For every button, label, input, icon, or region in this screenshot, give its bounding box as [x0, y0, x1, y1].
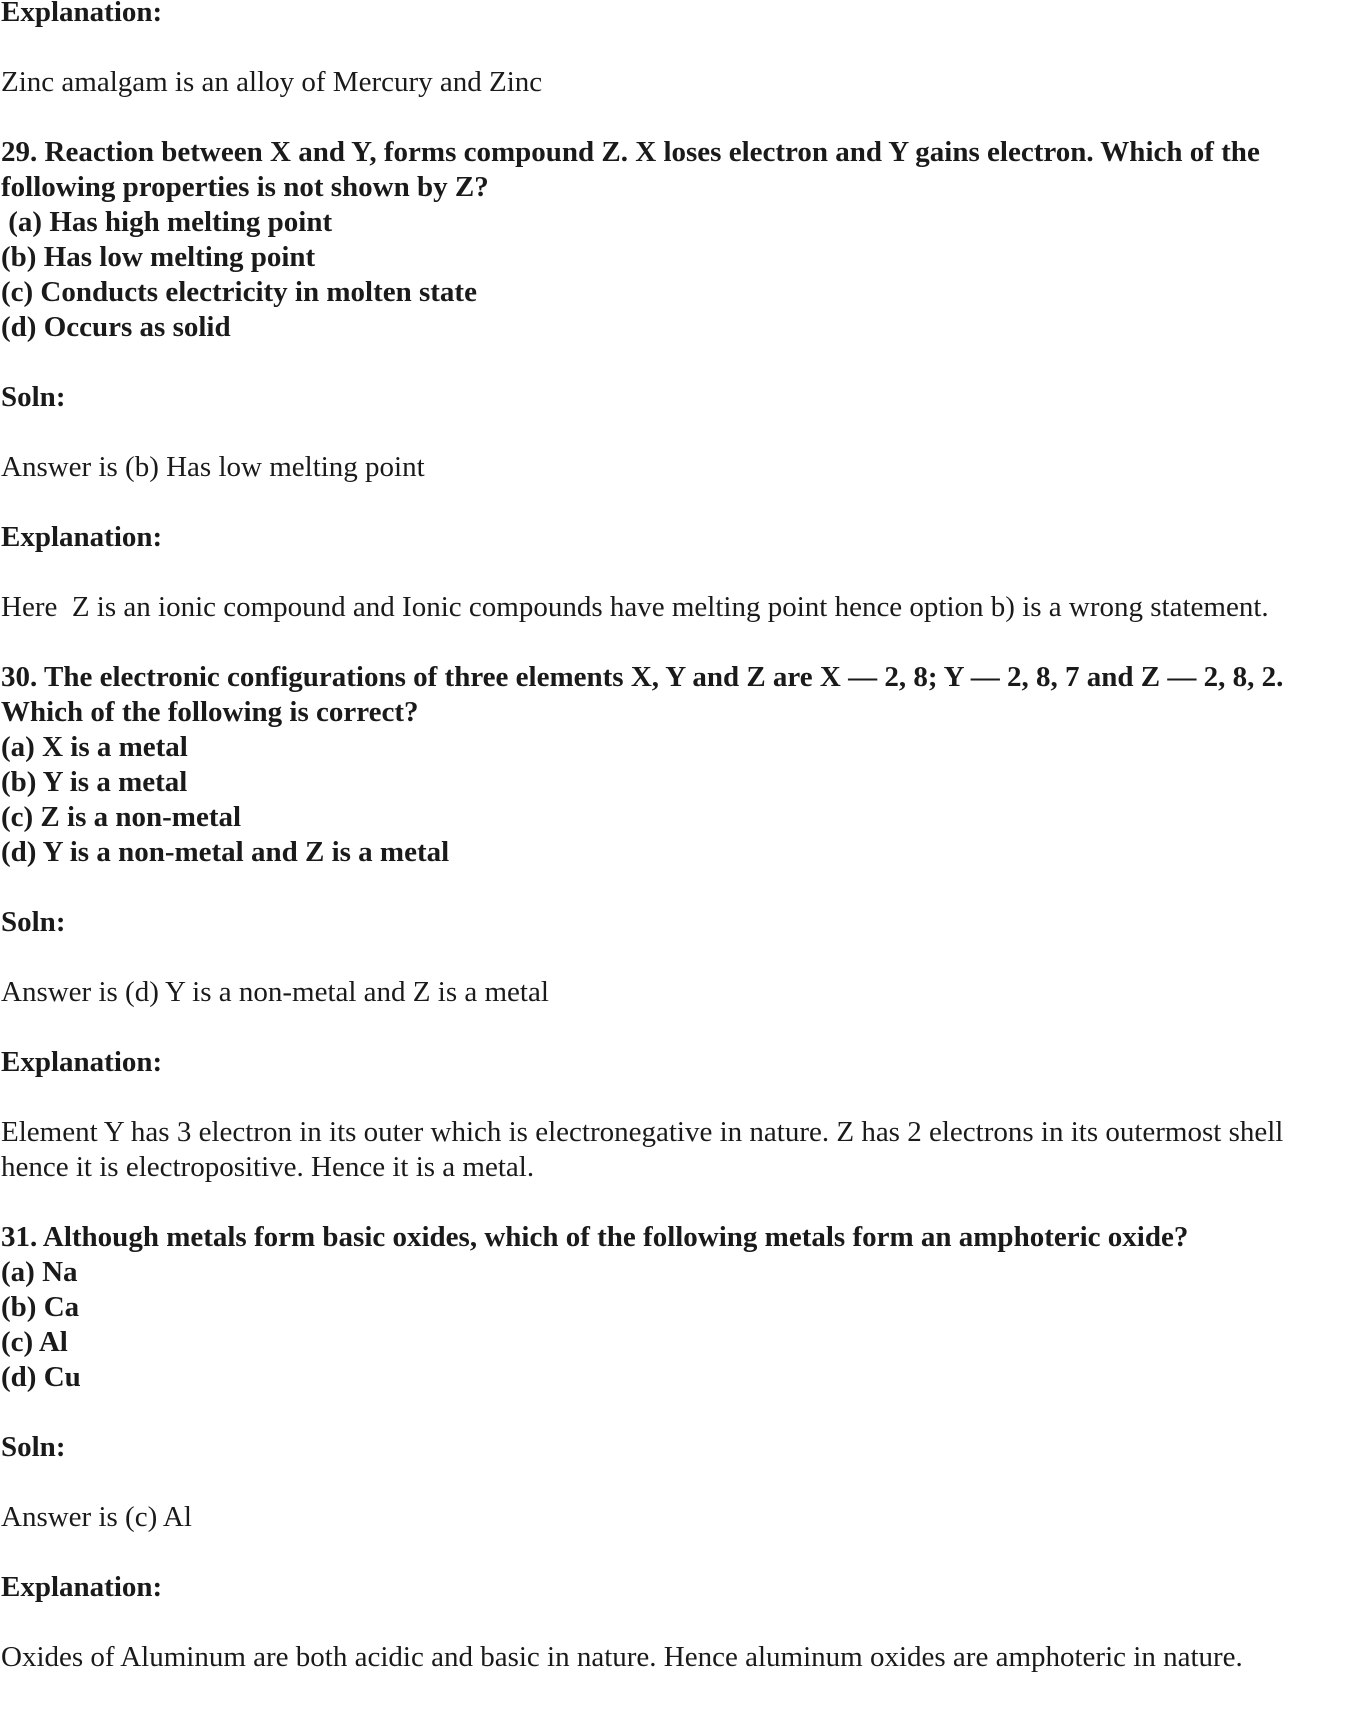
answer-option: (b) Y is a metal	[1, 766, 188, 798]
body-text: Oxides of Aluminum are both acidic and basic in nature. Hence aluminum oxides are amphoteric in nature.	[1, 1641, 1243, 1673]
question-text: 30. The electronic configurations of three elements X, Y and Z are X — 2, 8; Y — 2, 8, 7 and Z — 2, 8, 2. Which of the following is correct?	[1, 661, 1284, 728]
body-text: Answer is (c) Al	[1, 1501, 192, 1533]
answer-option: (a) X is a metal	[1, 731, 188, 763]
section-heading: Soln:	[1, 1431, 66, 1463]
answer-option: (c) Conducts electricity in molten state	[1, 276, 477, 308]
body-text: Answer is (d) Y is a non-metal and Z is a metal	[1, 976, 549, 1008]
answer-option: (a) Has high melting point	[1, 206, 333, 238]
answer-option: (b) Ca	[1, 1291, 80, 1323]
answer-option: (b) Has low melting point	[1, 241, 316, 273]
document-page	[1, 0, 1357, 1710]
question-text: 29. Reaction between X and Y, forms compound Z. X loses electron and Y gains electron. Which of the following properties is not shown by Z?	[1, 136, 1260, 203]
answer-option: (c) Al	[1, 1326, 68, 1358]
answer-option: (c) Z is a non-metal	[1, 801, 242, 833]
question-text: 31. Although metals form basic oxides, which of the following metals form an amphoteric oxide?	[1, 1221, 1189, 1253]
answer-option: (d) Occurs as solid	[1, 311, 231, 343]
section-heading: Soln:	[1, 381, 66, 413]
section-heading: Explanation:	[1, 0, 163, 28]
section-heading: Explanation:	[1, 521, 163, 553]
answer-option: (a) Na	[1, 1256, 78, 1288]
question-block	[1, 135, 1357, 345]
section-heading: Explanation:	[1, 1046, 163, 1078]
question-block	[1, 1220, 1357, 1395]
section-heading: Explanation:	[1, 1571, 163, 1603]
answer-option: (d) Cu	[1, 1361, 81, 1393]
body-text: Element Y has 3 electron in its outer which is electronegative in nature. Z has 2 electrons in its outermost shell hence it is electropositive. Hence it is a metal.	[1, 1116, 1291, 1183]
body-text: Here Z is an ionic compound and Ionic compounds have melting point hence option b) is a wrong statement.	[1, 591, 1269, 623]
question-block	[1, 660, 1357, 870]
body-text: Zinc amalgam is an alloy of Mercury and Zinc	[1, 66, 543, 98]
body-text: Answer is (b) Has low melting point	[1, 451, 425, 483]
section-heading: Soln:	[1, 906, 66, 938]
answer-option: (d) Y is a non-metal and Z is a metal	[1, 836, 450, 868]
